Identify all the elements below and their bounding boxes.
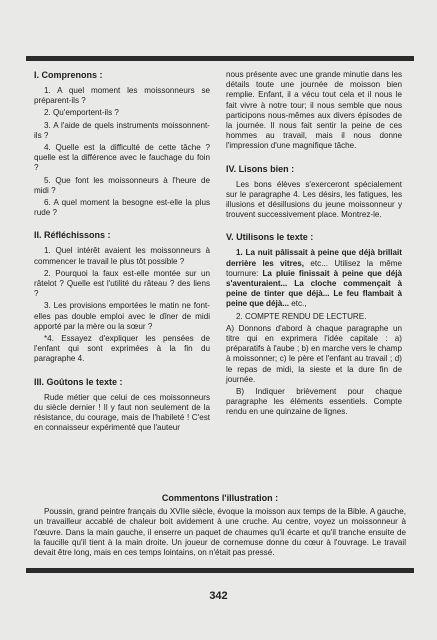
heading-utilisons: V. Utilisons le texte : — [226, 232, 314, 243]
question: 5. Que font les moissonneurs à l'heure de midi ? — [34, 175, 210, 195]
question: 2. Pourquoi la faux est-elle montée sur un râtelot ? Quelle est l'utilité du râteau ? des liens ? — [34, 268, 210, 299]
exercise-2a: A) Donnons d'abord à chaque paragraphe un titre qui en exprimera l'idée capitale : a) préparatifs à l'aube ; b) en marche vers le champ à moissonner; c) le père et l'enfant au travail ; d) le repas de midi, la sieste et la dure fin de journée. — [226, 323, 402, 384]
commentary-title: Commentons l'illustration : — [161, 493, 279, 503]
paragraph: nous présente avec une grande minutie dans les détails toute une journée de moisson bien remplie. Enfant, il a vécu tout cela et il nous le fait vivre à notre tour; il nous semble que nous participons nous-mêmes aux divers épisodes de la journée. Il nous fait sentir la peine de ces hommes au travail, mais il nous donne l'impression d'une magnifique tâche. — [226, 70, 402, 151]
left-column — [34, 70, 210, 435]
question: 2. Qu'emportent-ils ? — [44, 108, 119, 118]
bottom-rule — [26, 568, 414, 573]
paragraph: Rude métier que celui de ces moissonneurs du siècle dernier ! Il y faut non seulement de la résistance, du courage, mais de l'habileté ! C'est en connaisseur expérimenté que l'auteur — [34, 392, 210, 433]
right-column — [226, 70, 402, 420]
heading-reflechissons: II. Réfléchissons : — [34, 230, 111, 241]
bold-text: La pluie finissait à peine que déjà s'aventuraient... La cloche commençait à peine de tinter que déjà... Le feu flambait à peine que déjà... — [226, 268, 402, 309]
page-number: 342 — [209, 590, 228, 602]
exercise-1 — [226, 248, 402, 309]
exercise-2: 2. COMPTE RENDU DE LECTURE. — [236, 311, 367, 321]
paragraph: Les bons élèves s'exerceront spécialement sur le paragraphe 4. Les désirs, les fatigues, les illusions et désillusions du jeune moissonneur y trouvent successivement place. Montrez-le. — [226, 179, 402, 220]
question: 1. A quel moment les moissonneurs se préparent-ils ? — [34, 86, 210, 106]
bold-text: 1. La nuit pâlissait à peine que déjà brillait derrière les vitres, — [226, 248, 402, 268]
question: 4. Quelle est la difficulté de cette tâche ? quelle est la différence avec le fauchage du foin ? — [34, 143, 210, 173]
top-rule — [26, 56, 414, 61]
text: etc., — [288, 299, 307, 309]
text: etc... Utilisez la même tournure: — [226, 258, 402, 278]
question: 1. Quel intérêt avaient les moissonneurs à commencer le travail le plus tôt possible ? — [34, 246, 210, 266]
exercise-2b: B) Indiquer brièvement pour chaque paragraphe les éléments essentiels. Compte rendu en une quinzaine de lignes. — [226, 387, 402, 417]
commentary — [34, 493, 406, 560]
question: 3. Les provisions emportées le matin ne font-elles pas double emploi avec le dîner de midi apporté par la mère ou la sœur ? — [34, 301, 210, 331]
heading-comprenons: I. Comprenons : — [34, 70, 103, 80]
question: 3. A l'aide de quels instruments moissonnent-ils ? — [34, 120, 210, 140]
question: 6. A quel moment la besogne est-elle la plus rude ? — [34, 198, 210, 218]
heading-goutons: III. Goûtons le texte : — [34, 376, 123, 387]
commentary-text: Poussin, grand peintre français du XVIIe siècle, évoque la moisson aux temps de la Bible. A gauche, un travailleur accablé de chaleur boit avidement à une cruche. Au centre, voyez un moissonneur à l'œuvre. Dans la main gauche, il enserre un paquet de chaumes qu'il écarte et qu'il tranche ensuite de la faucille qu'il tient à la main droite. Un joueur de cornemuse donne du cœur à l'ouvrage. Le travail devait être long, mais en ces temps lointains, on n'était pas pressé. — [34, 507, 406, 558]
question: *4. Essayez d'expliquer les pensées de l'enfant qui sont exprimées à la fin du paragraphe 4. — [34, 334, 210, 364]
heading-lisons: IV. Lisons bien : — [226, 163, 295, 174]
